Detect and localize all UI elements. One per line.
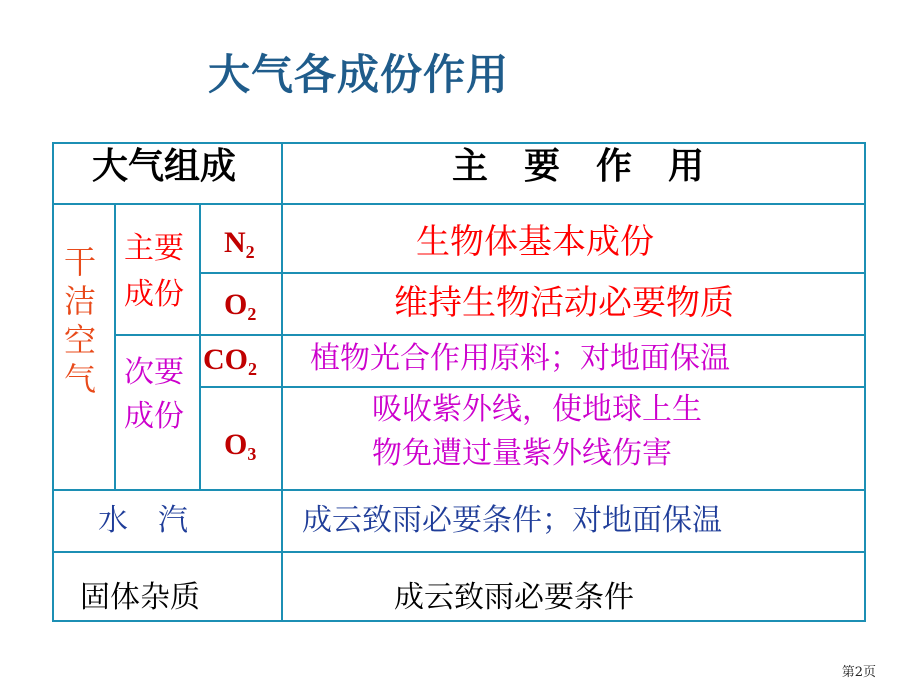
divider-water xyxy=(52,551,866,553)
solid-impurities-role: 成云致雨必要条件 xyxy=(394,580,634,615)
role-o3-line1: 吸收紫外线，使地球上生 xyxy=(372,392,702,427)
dry-air-char-4: 气 xyxy=(64,360,97,398)
role-n2: 生物体基本成份 xyxy=(416,222,654,262)
divider-col-group xyxy=(199,204,201,490)
major-label-line1: 主要 xyxy=(124,231,184,266)
symbol-co2: $CO_2$ xyxy=(203,343,257,379)
role-o3-line2: 物免遭过量紫外线伤害 xyxy=(372,436,672,471)
divider-co2 xyxy=(199,386,866,388)
dry-air-char-3: 空 xyxy=(64,321,97,359)
role-co2: 植物光合作用原料；对地面保温 xyxy=(310,341,730,376)
page-number: 第2页 xyxy=(841,665,876,680)
minor-label-line2: 成份 xyxy=(124,399,184,434)
major-label-line2: 成份 xyxy=(124,277,184,312)
slide-title: 大气各成份作用 xyxy=(208,50,510,99)
divider-header xyxy=(52,203,866,205)
symbol-n2: $N_2$ xyxy=(224,226,255,262)
minor-label-line1: 次要 xyxy=(124,355,184,390)
dry-air-char-2: 洁 xyxy=(64,282,97,320)
symbol-o2: $O_2$ xyxy=(224,288,257,324)
divider-n2 xyxy=(199,272,866,274)
divider-dry-air xyxy=(52,489,866,491)
water-vapor-role: 成云致雨必要条件；对地面保温 xyxy=(302,503,722,538)
divider-major-minor xyxy=(114,334,866,336)
water-vapor-label: 水 汽 xyxy=(98,503,188,538)
divider-col-dry xyxy=(114,204,116,490)
symbol-o3: $O_3$ xyxy=(224,428,257,464)
header-composition: 大气组成 xyxy=(92,146,237,187)
header-role: 主 要 作 用 xyxy=(452,146,705,187)
divider-col-main xyxy=(281,142,283,622)
dry-air-char-1: 干 xyxy=(64,243,97,281)
solid-impurities-label: 固体杂质 xyxy=(80,580,200,615)
role-o2: 维持生物活动必要物质 xyxy=(394,283,734,323)
